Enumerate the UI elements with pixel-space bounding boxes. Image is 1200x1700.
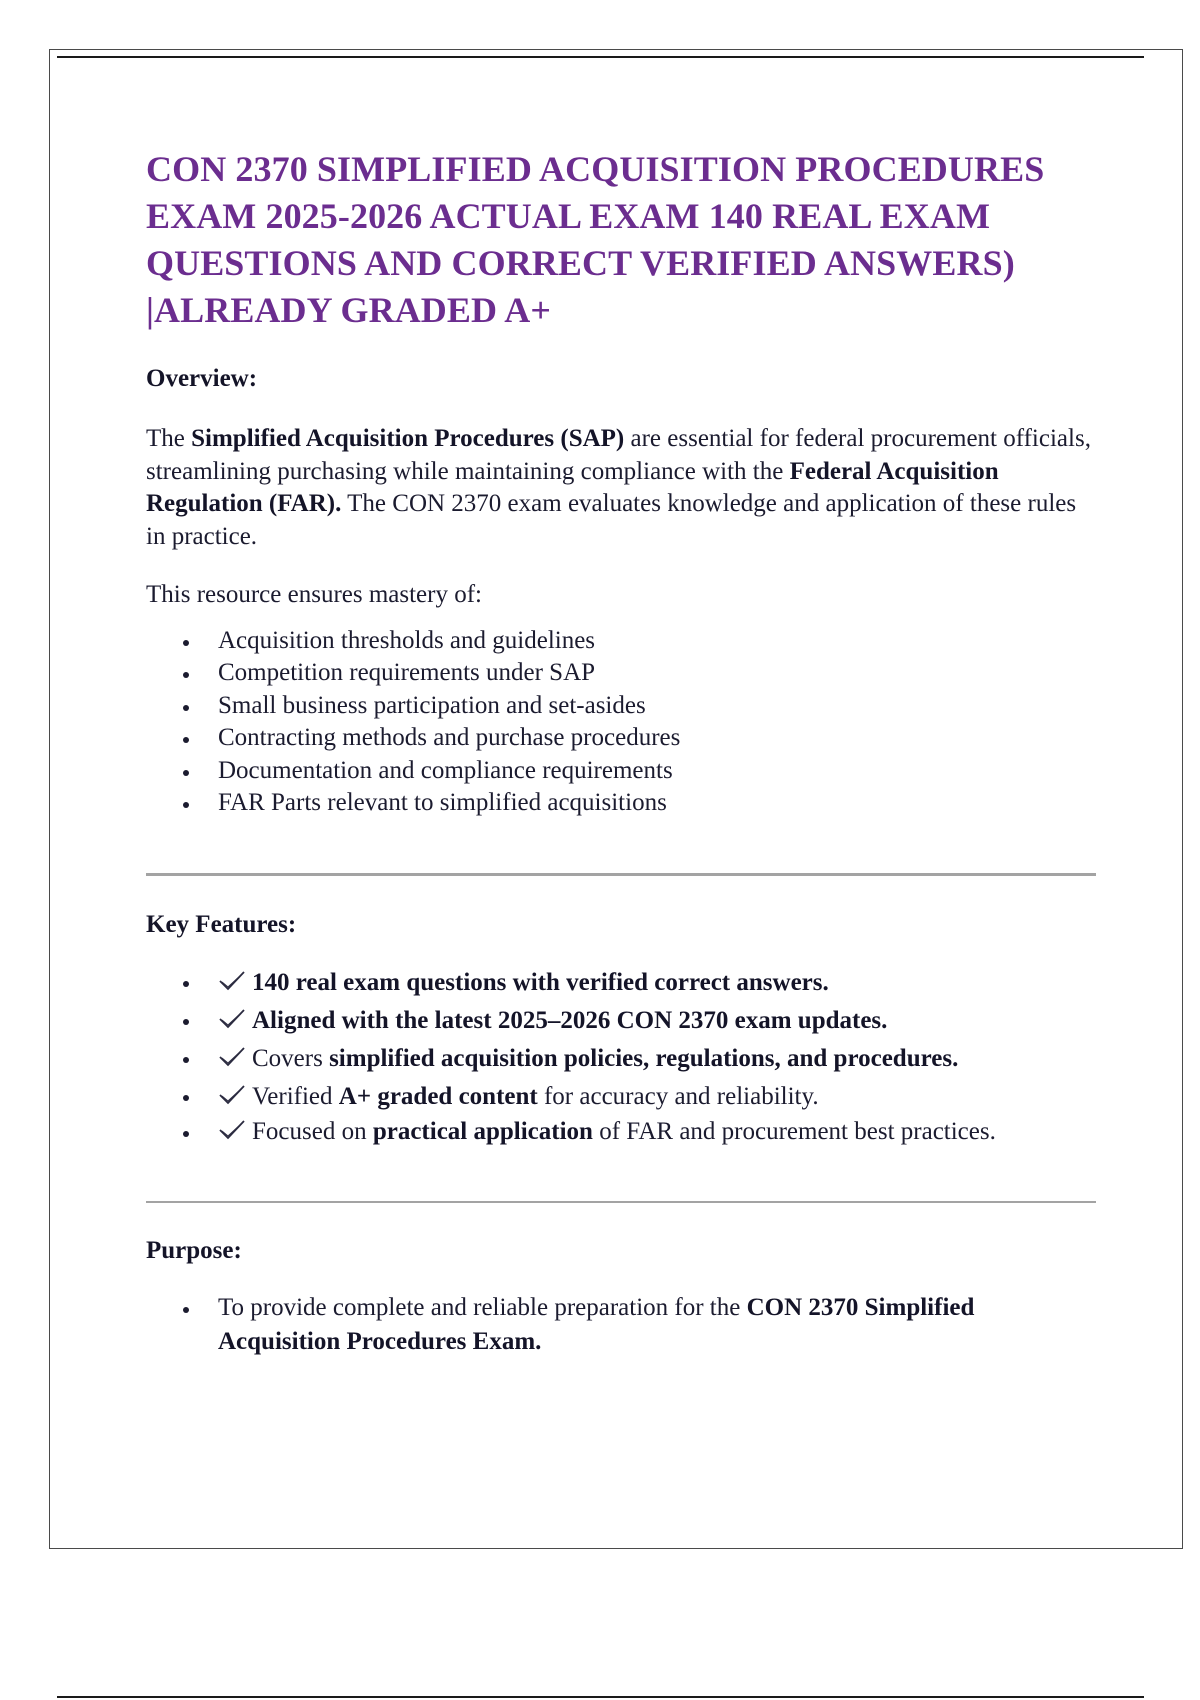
list-item: 140 real exam questions with verified correct answers. — [146, 964, 1096, 1002]
checkmark-icon — [218, 1083, 246, 1107]
list-item: Verified A+ graded content for accuracy and reliability. — [146, 1078, 1096, 1116]
bullet-icon — [183, 640, 189, 646]
checkmark-icon — [218, 1118, 246, 1142]
bullet-icon — [183, 1057, 189, 1063]
list-item: To provide complete and reliable preparation for the CON 2370 Simplified Acquisition Procedures Exam. — [146, 1291, 1096, 1359]
section-divider — [146, 1201, 1096, 1203]
section-divider — [146, 873, 1096, 876]
list-item — [146, 722, 1096, 755]
list-item-text: Small business participation and set-asides — [218, 691, 646, 719]
list-item — [146, 657, 1096, 690]
checkmark-icon — [218, 969, 246, 993]
features-list — [146, 964, 1096, 1149]
overview-paragraph — [146, 423, 1096, 553]
list-item-text: Competition requirements under SAP — [218, 659, 596, 686]
list-item: Aligned with the latest 2025–2026 CON 2370 exam updates. — [146, 1002, 1096, 1040]
purpose-heading: Purpose: — [146, 1237, 242, 1264]
list-item-text: Contracting methods and purchase procedures — [218, 724, 681, 751]
list-item — [146, 755, 1096, 788]
bullet-icon — [183, 802, 189, 808]
bullet-icon — [183, 737, 189, 743]
list-item — [146, 690, 1096, 723]
overview-text-3: The CON 2370 exam evaluates knowledge and application of these rules in practice. — [146, 490, 1077, 550]
mastery-intro: This resource ensures mastery of: — [146, 581, 482, 608]
list-item — [146, 625, 1096, 658]
mastery-list — [146, 625, 1096, 820]
bullet-icon — [183, 1019, 189, 1025]
list-item-text: FAR Parts relevant to simplified acquisitions — [218, 789, 667, 816]
bullet-icon — [183, 1307, 189, 1313]
list-item-text: Acquisition thresholds and guidelines — [218, 626, 596, 654]
bullet-icon — [183, 1131, 189, 1137]
list-item-text: Documentation and compliance requirements — [218, 756, 673, 784]
list-item: Focused on practical application of FAR and procurement best practices. — [146, 1116, 1096, 1149]
bullet-icon — [183, 770, 189, 776]
overview-heading: Overview: — [146, 365, 258, 392]
document-content — [146, 146, 1096, 1359]
bullet-icon — [183, 1095, 189, 1101]
bullet-icon — [183, 981, 189, 987]
checkmark-icon — [218, 1007, 246, 1031]
overview-bold-far: Federal Acquisition Regulation (FAR). — [146, 457, 999, 517]
bullet-icon — [183, 705, 189, 711]
bullet-icon — [183, 672, 189, 678]
list-item: Covers simplified acquisition policies, regulations, and procedures. — [146, 1040, 1096, 1078]
overview-bold-sap: Simplified Acquisition Procedures (SAP) — [191, 425, 625, 452]
document-title: CON 2370 SIMPLIFIED ACQUISITION PROCEDURES EXAM 2025-2026 ACTUAL EXAM 140 REAL EXAM QUESTIONS AND CORRECT VERIFIED ANSWERS) |ALREADY GRADED A+ — [146, 149, 1045, 330]
list-item — [146, 787, 1096, 820]
overview-text-1: The — [146, 425, 192, 452]
purpose-list — [146, 1291, 1096, 1359]
overview-text-2: are essential for federal procurement officials, streamlining purchasing while maintaining compliance with the — [146, 425, 1091, 485]
key-features-heading: Key Features: — [146, 910, 297, 938]
checkmark-icon — [218, 1045, 246, 1069]
bottom-rule — [57, 1696, 1144, 1698]
